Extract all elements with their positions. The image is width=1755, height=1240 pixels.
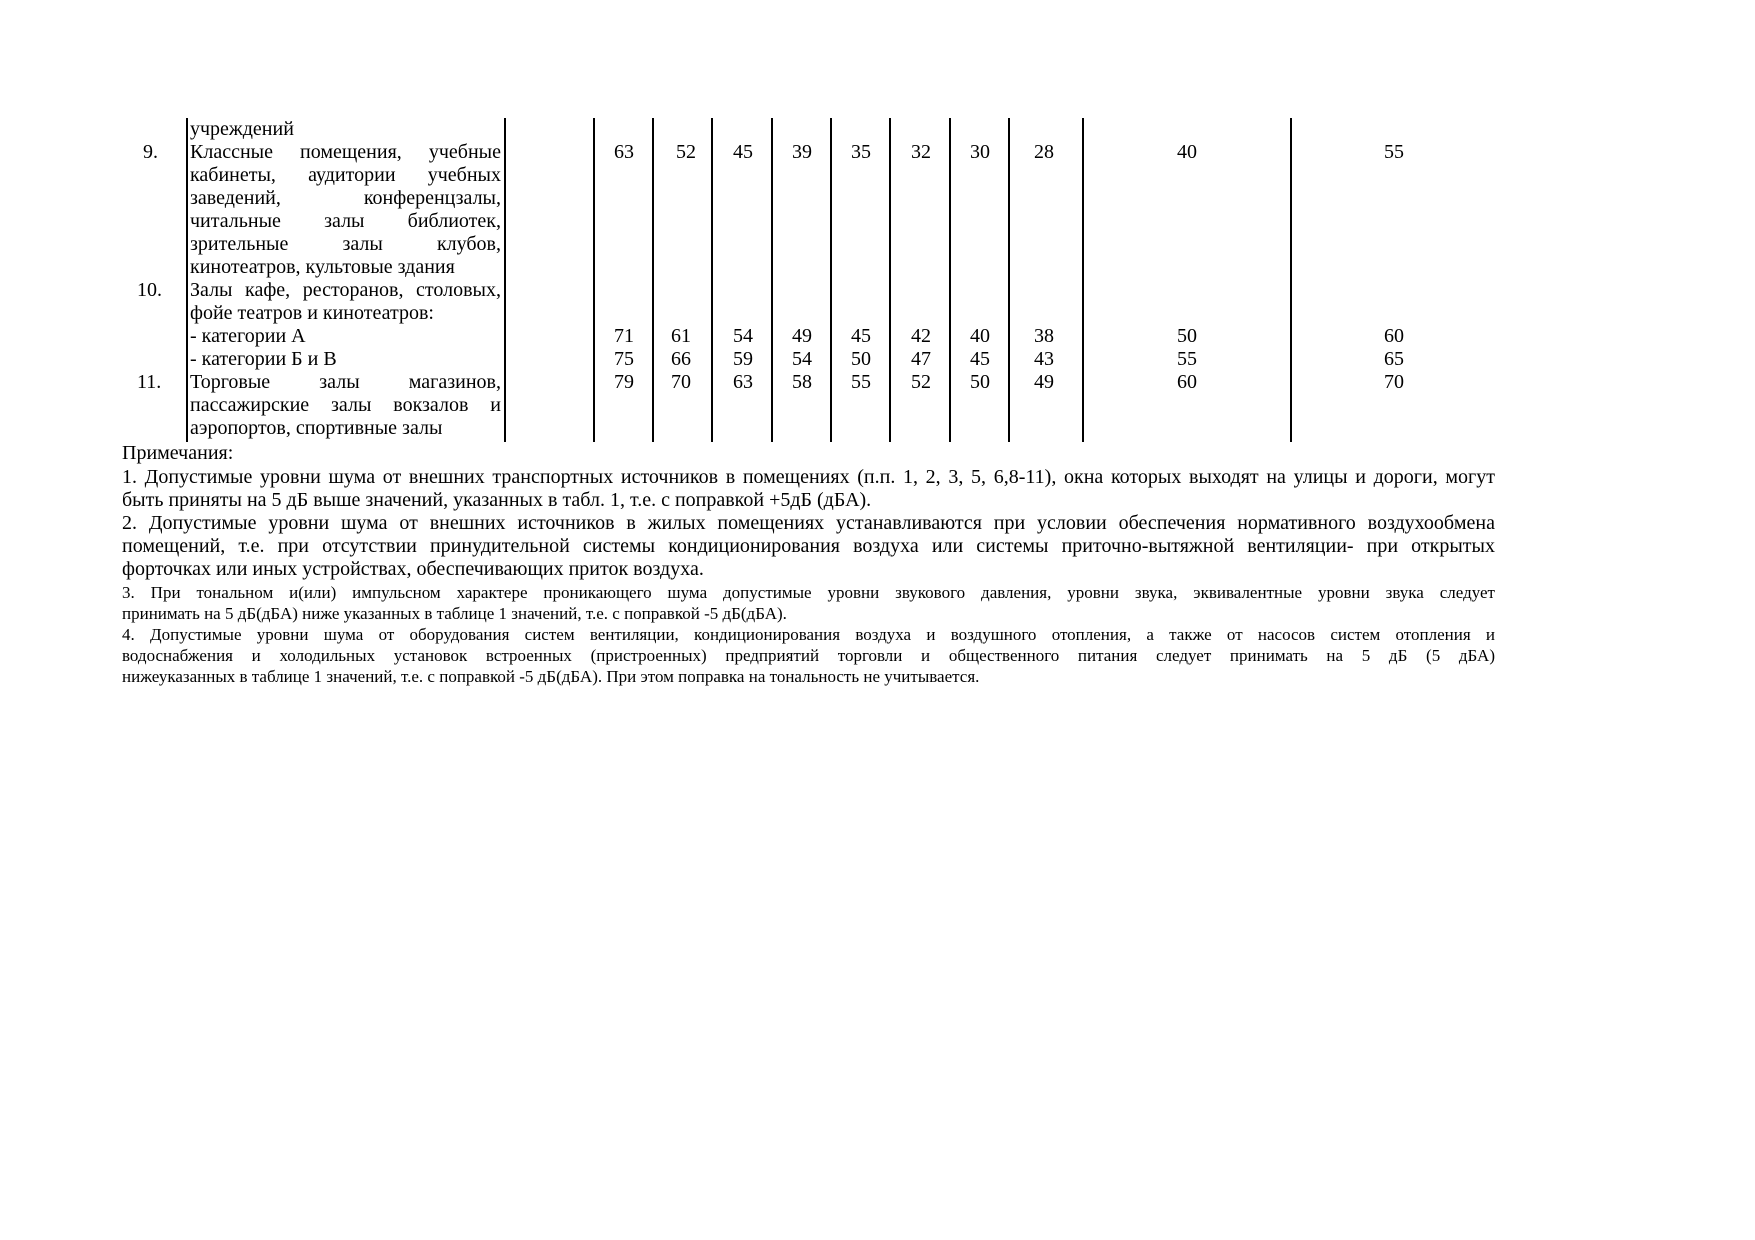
row-number: 11. [137,371,162,393]
row-name-line: фойе театров и кинотеатров: [190,302,434,324]
row-name-line: аэропортов, спортивные залы [190,417,443,439]
row-name-line: Торговые залы магазинов, [190,371,501,393]
row-name-line: Залы кафе, ресторанов, столовых, [190,279,501,301]
table-cell-value: 55 [1177,348,1197,370]
note-line: водоснабжения и холодильных установок встроенных (пристроенных) предприятий торговли и общественного питания следует принимать на 5 дБ (5 дБА) [122,646,1495,665]
table-cell-value: 70 [1384,371,1404,393]
table-line [186,118,188,442]
table-cell-value: 40 [1177,141,1197,163]
row-name-line: читальные залы библиотек, [190,210,501,232]
row-name-line: зрительные залы клубов, [190,233,501,255]
table-cell-value: 55 [1384,141,1404,163]
table-cell-value: 54 [792,348,812,370]
table-cell-value: 55 [851,371,871,393]
table-cell-value: 59 [733,348,753,370]
table-cell-value: 79 [614,371,634,393]
row-name [190,279,501,325]
table-cell-value: 52 [911,371,931,393]
subrow-label: - категории Б и В [190,348,337,370]
row-number: 9. [143,141,158,163]
note-line: форточках или иных устройствах, обеспечивающих приток воздуха. [122,558,704,580]
table-cell-value: 45 [970,348,990,370]
note-line: 1. Допустимые уровни шума от внешних транспортных источников в помещениях (п.п. 1, 2, 3, 5, 6,8-11), окна которых выходят на улицы и дороги, могут [122,466,1495,488]
table-line [1290,118,1292,442]
table-cell-value: 52 [676,141,696,163]
note-line: помещений, т.е. при отсутствии принудительной системы кондиционирования воздуха или системы приточно-вытяжной вентиляции- при открытых [122,535,1495,557]
note-4 [122,624,1495,687]
note-line: 2. Допустимые уровни шума от внешних источников в жилых помещениях устанавливаются при условии обеспечения нормативного воздухообмена [122,512,1495,534]
table-cell-value: 45 [733,141,753,163]
note-line: нижеуказанных в таблице 1 значений, т.е. с поправкой -5 дБ(дБА). При этом поправка на тональность не учитывается. [122,667,980,686]
table-cell-value: 50 [970,371,990,393]
table-cell-value: 42 [911,325,931,347]
row-name [190,141,501,279]
note-line: принимать на 5 дБ(дБА) ниже указанных в таблице 1 значений, т.е. с поправкой -5 дБ(дБА). [122,604,787,623]
table-cell-value: 61 [671,325,691,347]
notes-title: Примечания: [122,442,234,464]
table-cell-value: 35 [851,141,871,163]
table-cell-value: 58 [792,371,812,393]
table-cell-value: 43 [1034,348,1054,370]
table-cell-value: 50 [1177,325,1197,347]
table-cell-value: 60 [1384,325,1404,347]
note-line: 4. Допустимые уровни шума от оборудования систем вентиляции, кондиционирования воздуха и воздушного отопления, а также от насосов систем отопления и [122,625,1495,644]
table-cell-value: 28 [1034,141,1054,163]
table-line [504,118,506,442]
note-3 [122,582,1495,624]
table-cell-value: 70 [671,371,691,393]
table-cell-value: 40 [970,325,990,347]
table-cell-value: 60 [1177,371,1197,393]
row-name-line: кабинеты, аудитории учебных [190,164,501,186]
table-cell-value: 54 [733,325,753,347]
subrow-label: - категории А [190,325,306,347]
table-cell-value: 39 [792,141,812,163]
table-cell-name: учреждений [190,118,294,140]
table-cell-value: 63 [733,371,753,393]
table-cell-value: 75 [614,348,634,370]
row-name [190,371,501,440]
row-name-line: пассажирские залы вокзалов и [190,394,501,416]
table-cell-value: 63 [614,141,634,163]
table-cell-value: 30 [970,141,990,163]
table-cell-value: 49 [1034,371,1054,393]
row-name-line: Классные помещения, учебные [190,141,501,163]
row-name-line: заведений, конференцзалы, [190,187,501,209]
table-cell-value: 66 [671,348,691,370]
table-cell-value: 45 [851,325,871,347]
table-line [1082,118,1084,442]
table-cell-value: 50 [851,348,871,370]
table-cell-value: 65 [1384,348,1404,370]
table-cell-value: 32 [911,141,931,163]
row-name-line: кинотеатров, культовые здания [190,256,455,278]
note-1 [122,466,1495,512]
table-cell-value: 71 [614,325,634,347]
table-cell-value: 47 [911,348,931,370]
note-line: быть приняты на 5 дБ выше значений, указанных в табл. 1, т.е. с поправкой +5дБ (дБА). [122,489,872,511]
table-cell-value: 38 [1034,325,1054,347]
note-2 [122,512,1495,581]
table-cell-value: 49 [792,325,812,347]
row-number: 10. [137,279,162,301]
note-line: 3. При тональном и(или) импульсном характере проникающего шума допустимые уровни звукового давления, уровни звука, эквивалентные уровни звука следует [122,583,1495,602]
